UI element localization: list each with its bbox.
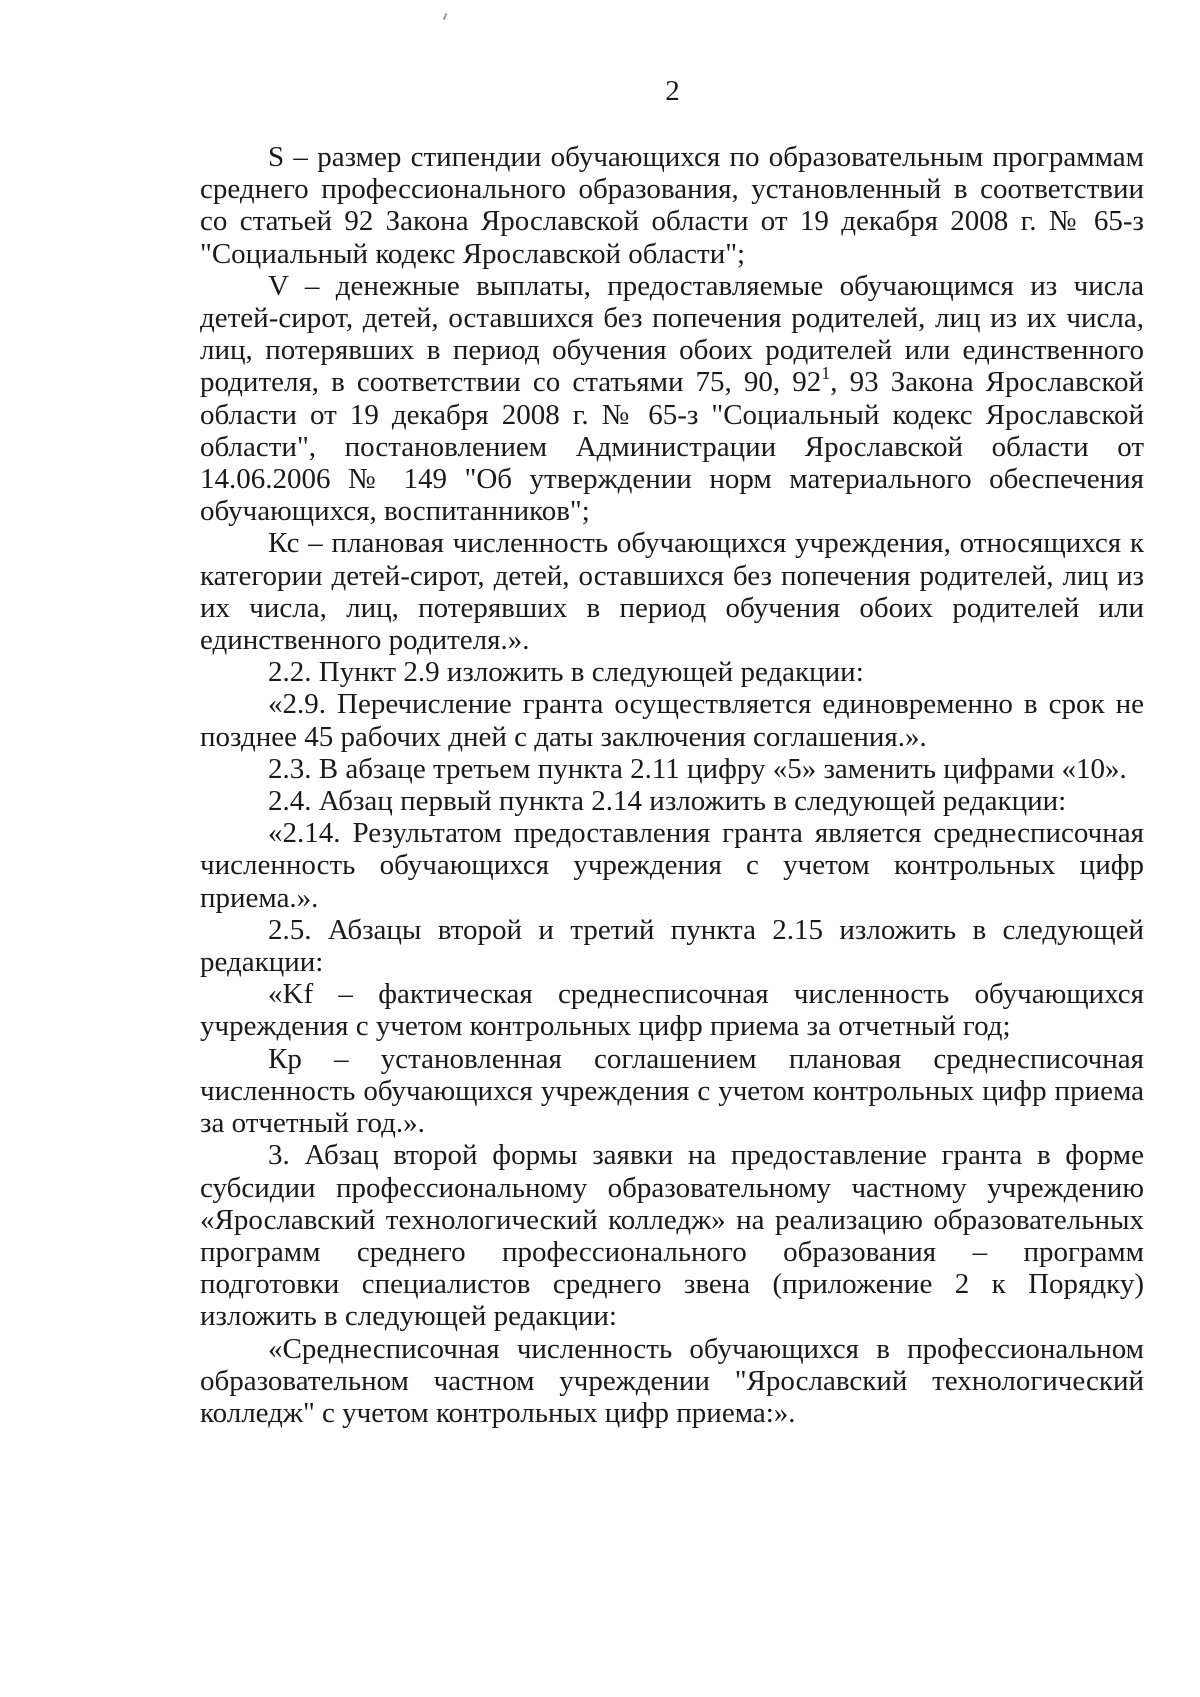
document-body [200, 141, 1144, 1429]
paragraph-item-2-5: 2.5. Абзацы второй и третий пункта 2.15 изложить в следующей редакции: [200, 913, 1144, 979]
paragraph-s-definition: S – размер стипендии обучающихся по образовательным программам среднего профессионального образования, установленный в соответствии со статьей 92 Закона Ярославской области от 19 декабря 2008 г. № 65-з "Социальный кодекс Ярославской области"; [200, 141, 1144, 270]
paragraph-kp-definition: Кр – установленная соглашением плановая среднесписочная численность обучающихся учреждения с учетом контрольных цифр приема за отчетный год.». [200, 1042, 1144, 1140]
paragraph-kf-definition: «Kf – фактическая среднесписочная численность обучающихся учреждения с учетом контрольных цифр приема за отчетный год; [200, 978, 1144, 1043]
paragraph-item-2-4: 2.4. Абзац первый пункта 2.14 изложить в следующей редакции: [268, 785, 1067, 818]
paragraph-v-text-start: V – денежные выплаты, предоставляемые обучающимся из числа детей-сирот, детей, оставшихся без попечения родителей, лиц из их числа, лиц, потерявших в период обучения обоих родителей или единственного родителя, в соответствии со статьями 75, 90, 92 [200, 269, 1144, 399]
scan-artifact-mark [443, 13, 448, 20]
paragraph-item-2-2: 2.2. Пункт 2.9 изложить в следующей редакции: [268, 656, 864, 689]
paragraph-v-definition [200, 270, 1144, 528]
paragraph-v-text-end: , 93 Закона Ярославской области от 19 декабря 2008 г. № 65-з "Социальный кодекс Ярославской области", постановлением Администрации Ярославской области от 14.06.2006 № 149 "Об утверждении норм материального обеспечения обучающихся, воспитанников"; [200, 366, 1144, 528]
paragraph-item-3: 3. Абзац второй формы заявки на предоставление гранта в форме субсидии профессиональному образовательному частному учреждению «Ярославский технологический колледж» на реализацию образовательных программ среднего профессионального образования – программ подготовки специалистов среднего звена (приложение 2 к Порядку) изложить в следующей редакции: [200, 1139, 1144, 1333]
paragraph-quote-average-count: «Среднесписочная численность обучающихся в профессиональном образовательном частном учреждении "Ярославский технологический колледж" с учетом контрольных цифр приема:». [200, 1332, 1144, 1429]
paragraph-item-2-3: 2.3. В абзаце третьем пункта 2.11 цифру «5» заменить цифрами «10». [268, 752, 1127, 785]
page-number: 2 [665, 75, 680, 107]
superscript-article-number: 1 [821, 363, 831, 384]
paragraph-quote-2-9: «2.9. Перечисление гранта осуществляется единовременно в срок не позднее 45 рабочих дней с даты заключения соглашения.». [200, 688, 1144, 753]
paragraph-kc-definition: Кс – плановая численность обучающихся учреждения, относящихся к категории детей-сирот, детей, оставшихся без попечения родителей, лиц из их числа, лиц, потерявших в период обучения обоих родителей или единственного родителя.». [200, 527, 1144, 657]
paragraph-quote-2-14: «2.14. Результатом предоставления гранта является среднесписочная численность обучающихся учреждения с учетом контрольных цифр приема.». [200, 817, 1144, 914]
